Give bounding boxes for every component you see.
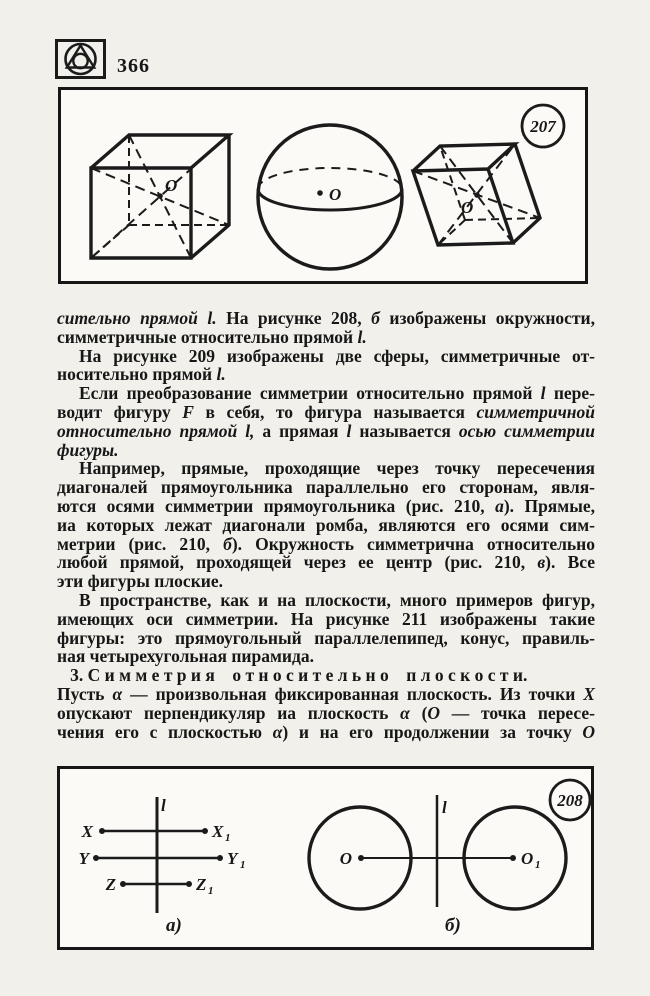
- point-X1: [202, 828, 208, 834]
- cube-figure: [91, 135, 229, 258]
- axis-l-label: l: [442, 798, 447, 817]
- text-line: симметричные относительно прямой l.: [57, 326, 367, 347]
- figure-208-badge: [550, 780, 590, 820]
- text-line: носительно прямой l.: [57, 364, 226, 385]
- parallelepiped-figure: [413, 144, 540, 245]
- figure-208-number: 208: [557, 791, 583, 810]
- text-line: иа которых лежат диагонали ромба, являются его осями сим-: [57, 514, 595, 535]
- point-Z1: [186, 881, 192, 887]
- text-line: метрии (рис. 210, б). Окружность симметрична относительно: [57, 533, 595, 554]
- figure-207: [58, 87, 588, 284]
- figure-207-number: 207: [530, 117, 556, 136]
- text-line: Пусть α — произвольная фиксированная плоскость. Из точки X: [57, 683, 595, 704]
- text-line: имеющих оси симметрии. На рисунке 211 изображены такие: [57, 608, 595, 629]
- parallelepiped-center-label: O: [461, 198, 474, 217]
- text-line: ются осями симметрии прямоугольника (рис. 210, а). Прямые,: [57, 495, 595, 516]
- point-Y: [93, 855, 99, 861]
- figure-207-badge: [522, 105, 564, 147]
- label-Z1: Z: [196, 875, 207, 894]
- text-line: фигуры: это прямоугольный параллелепипед, конус, правиль-: [57, 627, 595, 648]
- axis-l-label: l: [161, 796, 166, 815]
- text-line: водит фигуру F в себя, то фигура называется симметричной: [57, 401, 595, 422]
- text-line: чения его с плоскостью α) и на его продолжении за точку О: [57, 721, 596, 742]
- label-Z1-sub: 1: [208, 885, 214, 897]
- logo-inner-circle: [73, 54, 87, 68]
- point-Z: [120, 881, 126, 887]
- sphere-figure: [258, 125, 402, 269]
- logo-circle: [66, 44, 96, 74]
- sphere-center-dot: [317, 190, 323, 196]
- page-number: 366: [117, 55, 150, 77]
- label-O1: O: [521, 849, 534, 868]
- text-line: На рисунке 209 изображены две сферы, симметричные от-: [79, 345, 595, 366]
- cube-center-label: O: [165, 176, 178, 195]
- publisher-logo: [55, 39, 106, 79]
- axis-symmetry-circles-diagram: [309, 795, 566, 936]
- text-line: относительно прямой l, а прямая l называется осью симметрии: [57, 420, 595, 441]
- point-X: [99, 828, 105, 834]
- label-X1: X: [212, 822, 224, 841]
- text-line: Например, прямые, проходящие через точку пересечения: [79, 458, 595, 479]
- label-X1-sub: 1: [225, 832, 231, 844]
- text-line: диагоналей прямоугольника параллельно его сторонам, явля-: [57, 477, 595, 498]
- figure-208: [57, 766, 594, 950]
- text-line: любой прямой, проходящей через ее центр (рис. 210, в). Все: [57, 552, 595, 573]
- parallelepiped-center-dot: [474, 192, 480, 198]
- text-line: эти фигуры плоские.: [57, 571, 224, 592]
- label-O1-sub: 1: [535, 859, 541, 871]
- point-Y1: [217, 855, 223, 861]
- center-O: [358, 855, 364, 861]
- caption-a: а): [166, 915, 182, 936]
- caption-b: б): [445, 915, 461, 936]
- label-O: O: [339, 849, 352, 868]
- text-line: опускают перпендикуляр иа плоскость α (О — точка пересе-: [57, 702, 595, 723]
- text-line: фигуры.: [57, 439, 119, 460]
- text-line: сительно прямой l. На рисунке 208, б изображены окружности,: [57, 308, 596, 328]
- cube-center-dot: [157, 193, 163, 199]
- label-X: X: [81, 822, 93, 841]
- label-Y1: Y: [227, 849, 238, 868]
- sphere-center-label: O: [329, 185, 342, 204]
- text-line: ная четырехугольная пирамида.: [57, 646, 314, 667]
- text-line: 3. С и м м е т р и я о т н о с и т е л ь н о п л о с к о с т и.: [57, 665, 528, 686]
- text-line: В пространстве, как и на плоскости, много примеров фигур,: [79, 589, 595, 610]
- label-Y1-sub: 1: [240, 859, 246, 871]
- label-Z: Z: [105, 875, 116, 894]
- body-text: [57, 309, 595, 741]
- label-Y: Y: [78, 849, 89, 868]
- axis-symmetry-points-diagram: [79, 796, 246, 936]
- center-O1: [510, 855, 516, 861]
- text-line: Если преобразование симметрии относительно прямой l пере-: [79, 383, 595, 404]
